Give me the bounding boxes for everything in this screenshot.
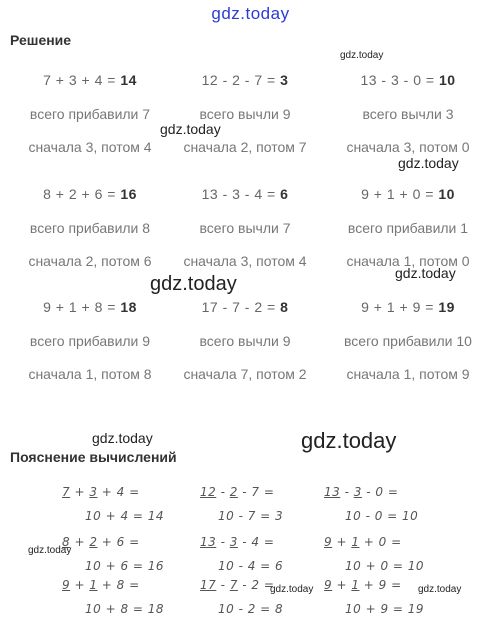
expression-part: 3 bbox=[353, 485, 362, 499]
expression-part: 9 bbox=[62, 578, 71, 592]
expression-part: - bbox=[361, 485, 376, 499]
order-note: сначала 3, потом 4 bbox=[183, 253, 307, 269]
watermark: gdz.today bbox=[398, 155, 459, 171]
expression-part: = bbox=[124, 578, 140, 592]
total-note: всего вычли 9 bbox=[199, 106, 291, 122]
watermark: gdz.today bbox=[92, 430, 153, 446]
expression-part: - bbox=[237, 535, 252, 549]
equation bbox=[165, 299, 325, 315]
handwritten-step: 10 - 0 = 10 bbox=[345, 509, 419, 523]
equation-result: 3 bbox=[280, 72, 289, 88]
watermark: gdz.today bbox=[160, 121, 221, 137]
expression-part: 8 bbox=[116, 578, 125, 592]
watermark: gdz.today bbox=[340, 50, 384, 61]
expression-part: 3 bbox=[229, 535, 238, 549]
order-note: сначала 1, потом 0 bbox=[346, 253, 470, 269]
equation-result: 10 bbox=[438, 72, 456, 88]
equation-expression: 13 - 3 - 4 = bbox=[201, 186, 281, 202]
expression-part: 4 bbox=[116, 485, 125, 499]
handwritten-expression bbox=[324, 535, 402, 549]
expression-part: 4 bbox=[251, 535, 260, 549]
expression-part: = bbox=[386, 535, 402, 549]
total-note: всего прибавили 10 bbox=[344, 333, 472, 349]
expression-part: - bbox=[216, 578, 230, 592]
equation-expression: 9 + 1 + 9 = bbox=[361, 299, 439, 315]
expression-part: 2 bbox=[89, 535, 98, 549]
handwritten-step: 10 + 8 = 18 bbox=[85, 602, 165, 616]
expression-part: + bbox=[97, 535, 117, 549]
expression-part: = bbox=[259, 578, 275, 592]
equation-result: 16 bbox=[120, 186, 137, 202]
total-note: всего вычли 3 bbox=[362, 106, 454, 122]
expression-part: + bbox=[70, 485, 90, 499]
expression-part: 7 bbox=[229, 578, 238, 592]
equation-result: 6 bbox=[280, 186, 289, 202]
equation bbox=[10, 299, 170, 315]
expression-part: 1 bbox=[351, 578, 360, 592]
order-note: сначала 3, потом 4 bbox=[28, 139, 152, 155]
explanation-title: Пояснение вычислений bbox=[10, 449, 177, 465]
equation bbox=[10, 186, 170, 202]
order-note: сначала 1, потом 8 bbox=[28, 366, 152, 382]
expression-part: 6 bbox=[116, 535, 125, 549]
expression-part: 8 bbox=[62, 535, 71, 549]
watermark: gdz.today bbox=[270, 584, 314, 595]
expression-part: 1 bbox=[351, 535, 360, 549]
order-note: сначала 2, потом 7 bbox=[183, 139, 307, 155]
expression-part: 13 bbox=[200, 535, 217, 549]
equation-expression: 17 - 7 - 2 = bbox=[201, 299, 281, 315]
handwritten-expression bbox=[324, 485, 398, 499]
expression-part: + bbox=[359, 535, 379, 549]
expression-part: 2 bbox=[251, 578, 260, 592]
expression-part: 1 bbox=[89, 578, 98, 592]
handwritten-step: 10 + 0 = 10 bbox=[345, 559, 425, 573]
total-note: всего прибавили 8 bbox=[29, 220, 151, 236]
expression-part: = bbox=[124, 485, 140, 499]
total-note: всего прибавили 1 bbox=[347, 220, 469, 236]
expression-part: + bbox=[332, 535, 352, 549]
site-title[interactable]: gdz.today bbox=[211, 4, 290, 23]
expression-part: - bbox=[237, 578, 252, 592]
expression-part: = bbox=[259, 535, 275, 549]
expression-part: 7 bbox=[62, 485, 71, 499]
handwritten-step: 10 - 4 = 6 bbox=[218, 559, 284, 573]
handwritten-step: 10 + 6 = 16 bbox=[85, 559, 165, 573]
expression-part: + bbox=[97, 485, 117, 499]
equation bbox=[328, 299, 488, 315]
equation bbox=[328, 186, 488, 202]
expression-part: = bbox=[386, 578, 402, 592]
equation-expression: 7 + 3 + 4 = bbox=[43, 72, 121, 88]
equation-result: 14 bbox=[120, 72, 137, 88]
expression-part: 9 bbox=[324, 578, 333, 592]
expression-part: = bbox=[383, 485, 399, 499]
equation-expression: 9 + 1 + 0 = bbox=[361, 186, 439, 202]
equation bbox=[10, 72, 170, 88]
expression-part: 13 bbox=[324, 485, 341, 499]
order-note: сначала 7, потом 2 bbox=[183, 366, 307, 382]
handwritten-expression bbox=[62, 578, 140, 592]
expression-part: + bbox=[70, 578, 90, 592]
watermark: gdz.today bbox=[418, 584, 462, 595]
handwritten-step: 10 - 7 = 3 bbox=[218, 509, 284, 523]
expression-part: - bbox=[340, 485, 354, 499]
expression-part: + bbox=[332, 578, 352, 592]
equation-expression: 13 - 3 - 0 = bbox=[360, 72, 439, 88]
handwritten-expression bbox=[200, 485, 274, 499]
expression-part: + bbox=[70, 535, 90, 549]
total-note: всего прибавили 9 bbox=[29, 333, 151, 349]
expression-part: 0 bbox=[378, 535, 387, 549]
equation-expression: 12 - 2 - 7 = bbox=[201, 72, 281, 88]
total-note: всего вычли 7 bbox=[199, 220, 291, 236]
equation-result: 19 bbox=[438, 299, 455, 315]
watermark: gdz.today bbox=[28, 545, 72, 556]
expression-part: 7 bbox=[251, 485, 260, 499]
handwritten-expression bbox=[62, 485, 140, 499]
handwritten-expression bbox=[200, 535, 274, 549]
expression-part: = bbox=[124, 535, 140, 549]
equation-expression: 8 + 2 + 6 = bbox=[43, 186, 121, 202]
solution-title: Решение bbox=[10, 32, 72, 48]
order-note: сначала 2, потом 6 bbox=[28, 253, 152, 269]
equation bbox=[165, 72, 325, 88]
handwritten-expression bbox=[324, 578, 402, 592]
expression-part: 3 bbox=[89, 485, 98, 499]
equation bbox=[165, 186, 325, 202]
order-note: сначала 1, потом 9 bbox=[346, 366, 470, 382]
watermark: gdz.today bbox=[150, 273, 237, 295]
expression-part: - bbox=[237, 485, 252, 499]
total-note: всего вычли 9 bbox=[199, 333, 291, 349]
equation-expression: 9 + 1 + 8 = bbox=[43, 299, 121, 315]
total-note: всего прибавили 7 bbox=[29, 106, 151, 122]
expression-part: + bbox=[97, 578, 117, 592]
expression-part: 9 bbox=[324, 535, 333, 549]
order-note: сначала 3, потом 0 bbox=[346, 139, 470, 155]
handwritten-expression bbox=[62, 535, 140, 549]
equation bbox=[328, 72, 488, 88]
equation-result: 10 bbox=[438, 186, 455, 202]
equation-result: 18 bbox=[120, 299, 137, 315]
handwritten-step: 10 + 9 = 19 bbox=[345, 602, 425, 616]
expression-part: 12 bbox=[200, 485, 217, 499]
expression-part: 17 bbox=[200, 578, 217, 592]
expression-part: 2 bbox=[229, 485, 238, 499]
watermark: gdz.today bbox=[301, 428, 397, 453]
equation-result: 8 bbox=[280, 299, 289, 315]
handwritten-expression bbox=[200, 578, 274, 592]
expression-part: 0 bbox=[375, 485, 384, 499]
expression-part: 9 bbox=[378, 578, 387, 592]
handwritten-step: 10 + 4 = 14 bbox=[85, 509, 165, 523]
expression-part: + bbox=[359, 578, 379, 592]
expression-part: - bbox=[216, 535, 230, 549]
expression-part: - bbox=[216, 485, 230, 499]
handwritten-step: 10 - 2 = 8 bbox=[218, 602, 284, 616]
watermark: gdz.today bbox=[395, 265, 456, 281]
expression-part: = bbox=[259, 485, 275, 499]
